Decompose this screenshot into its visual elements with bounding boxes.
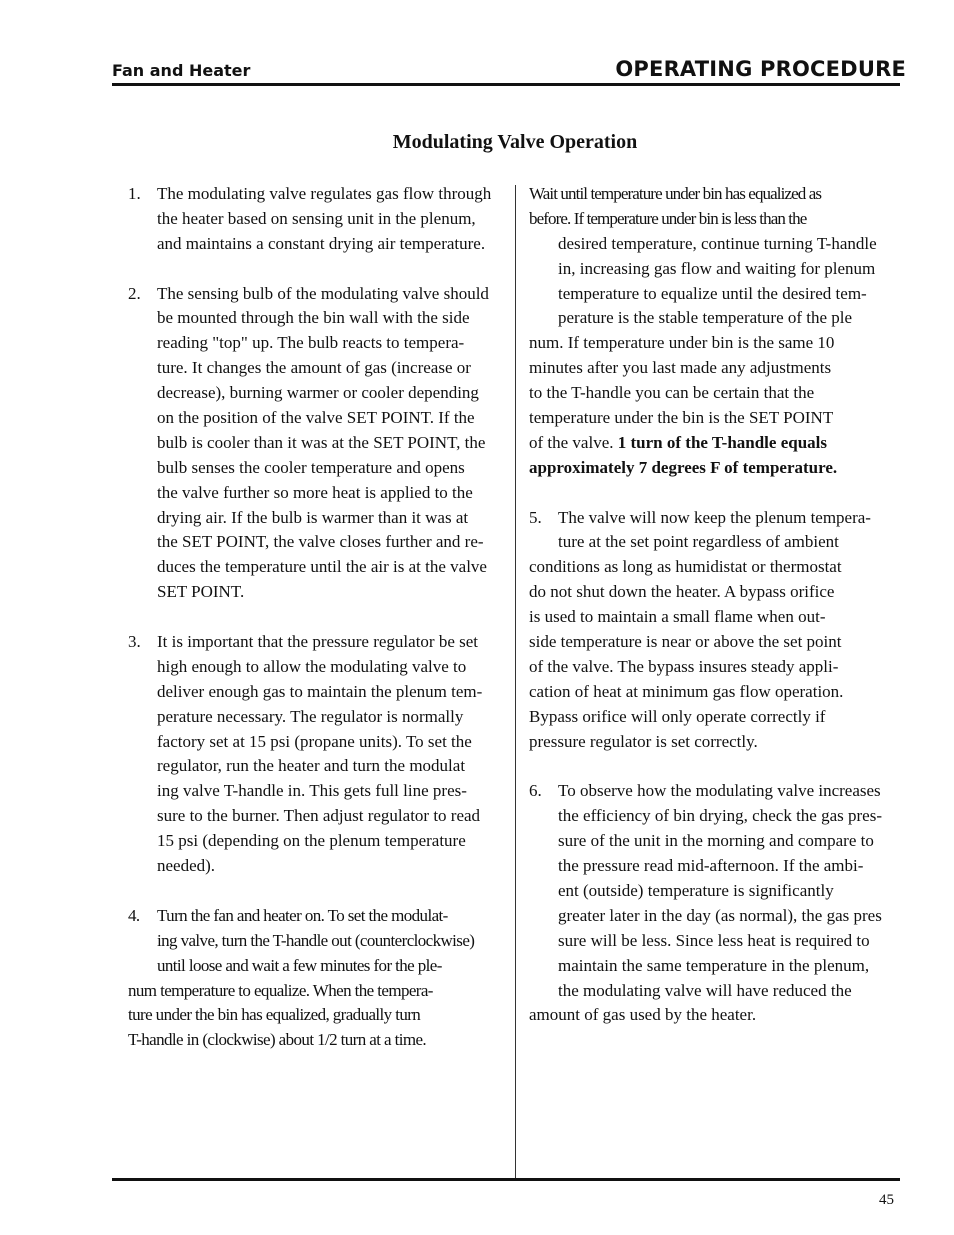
step-text-line: the modulating valve will have reduced the — [558, 980, 852, 1000]
step-3 — [128, 630, 508, 879]
page-number: 45 — [879, 1192, 894, 1208]
step-text-line: the efficiency of bin drying, check the gas pres- — [558, 806, 882, 826]
step-text-line: be mounted through the bin wall with the side — [157, 308, 470, 328]
step-text-line: before. If temperature under bin is less than the — [529, 208, 807, 228]
step-text-line: perature is the stable temperature of the ple — [558, 308, 853, 328]
step-text-line: SET POINT. — [157, 582, 245, 602]
step-text-line: ent (outside) temperature is significantly — [558, 880, 834, 900]
step-text-line: bulb senses the cooler temperature and opens — [157, 457, 465, 477]
step-text-line: ture at the set point regardless of ambient — [558, 532, 839, 552]
step-4-continued — [529, 182, 901, 481]
left-column — [128, 182, 508, 1078]
step-text-line: needed). — [157, 856, 216, 876]
step-text-line: temperature under the bin is the SET POINT — [529, 408, 834, 428]
step-text-line: To observe how the modulating valve increases — [558, 781, 881, 801]
step-text-line: and maintains a constant drying air temperature. — [157, 233, 486, 253]
step-1 — [128, 182, 508, 257]
step-text-line: the pressure read mid-afternoon. If the ambi- — [558, 856, 864, 876]
step-text-line: drying air. If the bulb is warmer than it was at — [157, 507, 469, 527]
step-text-line: ing valve, turn the T-handle out (counterclockwise) — [157, 930, 475, 950]
step-text-line: the valve further so more heat is applied to the — [157, 482, 473, 502]
step-text-line: in, increasing gas flow and waiting for plenum — [558, 258, 876, 278]
step-text-line: ture under the bin has equalized, gradually turn — [128, 1005, 421, 1025]
header-rule — [112, 83, 900, 86]
step-text-line: deliver enough gas to maintain the plenum tem- — [157, 681, 483, 701]
step-2 — [128, 282, 508, 606]
step-text-line: Wait until temperature under bin has equalized as — [529, 184, 822, 203]
step-text-line: sure to the burner. Then adjust regulator to read — [157, 806, 481, 826]
step-4 — [128, 904, 508, 1053]
step-text-line: greater later in the day (as normal), the gas pres — [558, 905, 882, 925]
step-number: 6. — [529, 781, 542, 801]
step-text-line: Turn the fan and heater on. To set the modulat- — [157, 905, 448, 925]
step-text-line: is used to maintain a small flame when out- — [529, 607, 826, 627]
step-text-line: factory set at 15 psi (propane units). To set the — [157, 731, 472, 751]
step-text-line: sure will be less. Since less heat is required to — [558, 930, 870, 950]
step-text-line: regulator, run the heater and turn the modulat — [157, 756, 466, 776]
step-text-line: ture. It changes the amount of gas (increase or — [157, 358, 471, 378]
step-text-line: amount of gas used by the heater. — [529, 1005, 757, 1025]
step-text-line: decrease), burning warmer or cooler depending — [157, 383, 479, 403]
section-header: Fan and Heater — [112, 61, 251, 80]
step-text-line: sure of the unit in the morning and compare to — [558, 831, 874, 851]
step-text-line: num temperature to equalize. When the tempera- — [128, 980, 433, 1000]
step-text-line: maintain the same temperature in the plenum, — [558, 955, 870, 975]
step-text-line: the SET POINT, the valve closes further and re- — [157, 532, 484, 552]
step-text-line: of the valve. — [529, 432, 618, 452]
step-text-line: The modulating valve regulates gas flow through — [157, 184, 492, 203]
step-5 — [529, 506, 901, 755]
step-text-line: bulb is cooler than it was at the SET POINT, the — [157, 432, 486, 452]
step-text-line: perature necessary. The regulator is normally — [157, 706, 464, 726]
step-number: 4. — [128, 905, 140, 925]
step-text-line: It is important that the pressure regulator be set — [157, 632, 479, 652]
step-text-line: of the valve. The bypass insures steady appli- — [529, 656, 839, 676]
step-text-line: conditions as long as humidistat or thermostat — [529, 557, 842, 577]
step-text-line: the heater based on sensing unit in the plenum, — [157, 208, 476, 228]
step-text-line: The sensing bulb of the modulating valve should — [157, 283, 489, 303]
step-text-line: 15 psi (depending on the plenum temperature — [157, 831, 466, 851]
step-text-line: on the position of the valve SET POINT. If the — [157, 408, 475, 428]
step-text-line: side temperature is near or above the set point — [529, 632, 842, 652]
chapter-header: OPERATING PROCEDURE — [615, 57, 906, 81]
footer-rule — [112, 1178, 900, 1181]
emphasis-text: 1 turn of the T-handle equals — [617, 432, 827, 452]
step-text-line: pressure regulator is set correctly. — [529, 731, 758, 751]
step-text-line: ing valve T-handle in. This gets full line pres- — [157, 781, 467, 801]
step-text-line: num. If temperature under bin is the same 10 — [529, 333, 835, 353]
step-text-line: to the T-handle you can be certain that the — [529, 383, 815, 403]
right-column — [529, 182, 901, 1053]
step-text-line: duces the temperature until the air is at the valve — [157, 557, 487, 577]
step-text-line: desired temperature, continue turning T-handle — [558, 233, 877, 253]
step-number: 3. — [128, 632, 141, 652]
step-text-line: reading "top" up. The bulb reacts to tempera- — [157, 333, 465, 353]
step-text-line: The valve will now keep the plenum tempera- — [558, 507, 871, 527]
step-number: 2. — [128, 283, 141, 303]
step-number: 5. — [529, 507, 542, 527]
step-text-line: do not shut down the heater. A bypass orifice — [529, 582, 835, 602]
step-text-line: cation of heat at minimum gas flow operation. — [529, 681, 844, 701]
step-text-line: until loose and wait a few minutes for the ple- — [157, 955, 442, 975]
step-6 — [529, 779, 901, 1028]
step-text-line: T-handle in (clockwise) about 1/2 turn at a time. — [128, 1030, 427, 1050]
step-number: 1. — [128, 184, 141, 203]
column-divider — [515, 185, 516, 1181]
step-text-line: temperature to equalize until the desired tem- — [558, 283, 867, 303]
page-title: Modulating Valve Operation — [392, 131, 638, 153]
step-text-line: minutes after you last made any adjustments — [529, 358, 832, 378]
step-text-line: Bypass orifice will only operate correctly if — [529, 706, 826, 726]
step-text-line: high enough to allow the modulating valve to — [157, 656, 467, 676]
emphasis-text: approximately 7 degrees F of temperature. — [529, 457, 838, 477]
